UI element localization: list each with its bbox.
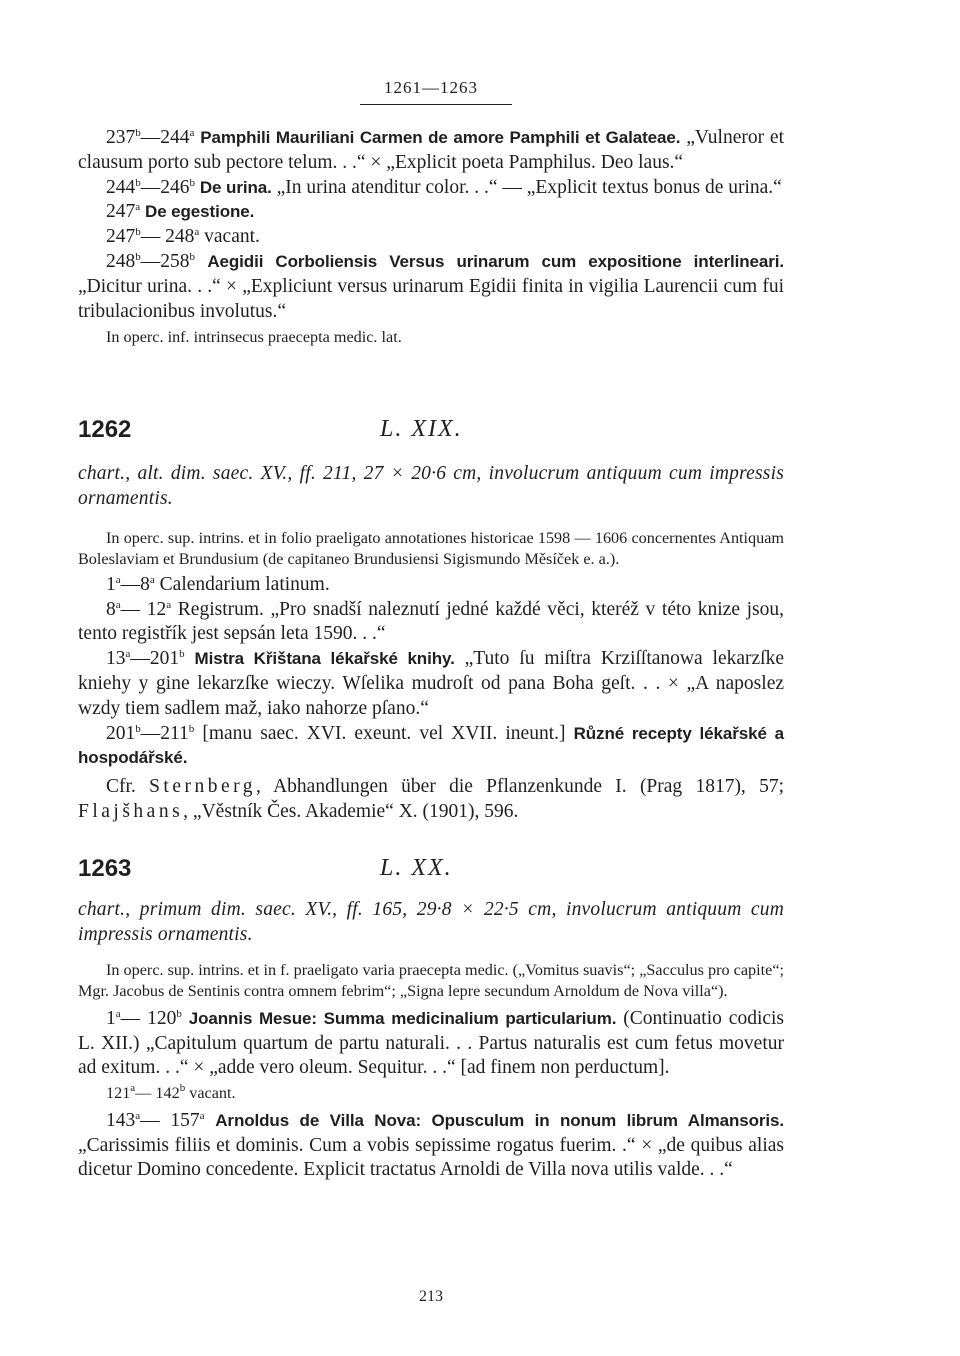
entry-1262-body xyxy=(78,462,784,825)
running-head-rule xyxy=(360,104,512,105)
item-143a-157a: 143$^a$— 157$^a$ Arnoldus de Villa Nova: Opusculum in nonum librum Almansoris. „Carissimis filiis et dominis. Cum a vobis sepissime rogatus fuerim. .“ × „de quibus alias dicetur Domino concedente. Explicit tractatus Arnoldi de Villa nova utilis valde. . .“ xyxy=(78,1109,785,1181)
item-247b-248a: 247$^b$— 248$^a$ vacant. xyxy=(106,226,260,248)
entry-number: 1263 xyxy=(78,855,132,882)
running-head: 1261—1263 xyxy=(384,78,478,97)
item-237b-244a: 237$^b$—244$^a$ Pamphili Mauriliani Carmen de amore Pamphili et Galateae. „Vulneror et clausum porto sub pectore telum. . .“ × „Explicit poeta Pamphilus. Deo laus.“ xyxy=(78,127,785,173)
item-title: Arnoldus de Villa Nova: Opusculum in nonum librum Almansoris. xyxy=(215,1110,785,1130)
entry-1261-note: In operc. inf. intrinsecus praecepta medic. lat. xyxy=(106,328,402,347)
item-244b-246b: 244$^b$—246$^b$ De urina. „In urina atenditur color. . .“ — „Explicit textus bonus de urina.“ xyxy=(106,176,782,198)
ref-author: Flajšhans xyxy=(78,800,184,822)
item-121a-142b: 121$^a$— 142$^b$ vacant. xyxy=(106,1082,236,1103)
entry-number: 1262 xyxy=(78,416,132,443)
entry-1263-note: In operc. sup. intrins. et in f. praeligato varia praecepta medic. („Vomitus suavis“; „Sacculus pro capite“; Mgr. Jacobus de Sentinis contra omnem febrim“; „Signa lepre secundum Arnoldum de Nova villa“). xyxy=(78,960,784,1001)
item-title: Pamphili Mauriliani Carmen de amore Pamphili et Galateae. xyxy=(200,128,681,147)
item-201b-211b: 201$^b$—211$^b$ [manu saec. XVI. exeunt. vel XVII. ineunt.] Různé recepty lékařské a hospodářské. xyxy=(78,722,784,768)
entry-1261-items xyxy=(78,126,784,349)
entry-1263-heading xyxy=(78,855,784,891)
item-1a-8a: 1$^a$—8$^a$ Calendarium latinum. xyxy=(106,573,330,595)
item-247a: 247$^a$ De egestione. xyxy=(106,201,255,223)
shelf-mark: L. XX. xyxy=(380,855,453,881)
item-title: De urina. xyxy=(199,177,272,197)
entry-1262-note: In operc. sup. intrins. et in folio praeligato annotationes historicae 1598 — 1606 concernentes Antiquam Boleslaviam et Brundusium (de capitaneo Brundusiensi Sigismundo Měsíček e. a.). xyxy=(78,528,784,569)
item-248b-258b: 248$^b$—258$^b$ Aegidii Corboliensis Versus urinarum cum expositione interlineari. „Dicitur urina. . .“ × „Expliciunt versus urinarum Egidii finita in vigilia Laurencii cum fui tribulacionibus involutus.“ xyxy=(78,250,785,322)
shelf-mark: L. XIX. xyxy=(380,416,463,442)
item-title: Různé recepty lékařské a hospodářské. xyxy=(78,723,784,768)
ref-author: Sternberg xyxy=(149,776,257,798)
entry-description: chart., alt. dim. saec. XV., ff. 211, 27 × 20·6 cm, involucrum antiquum cum impressis ornamentis. xyxy=(78,463,784,509)
item-8a-12a: 8$^a$— 12$^a$ Registrum. „Pro snadší naleznutí jedné každé věci, kteréž v této knize jsou, tento registřík jest sepsán leta 1590. . .“ xyxy=(78,598,784,645)
entry-1262-heading xyxy=(78,416,784,452)
entry-1263-body xyxy=(78,898,784,1183)
item-title: Aegidii Corboliensis Versus urinarum cum expositione interlineari. xyxy=(207,251,785,271)
document-page xyxy=(78,0,784,1356)
item-title: Mistra Křištana lékařské knihy. xyxy=(194,649,455,669)
item-title: Joannis Mesue: Summa medicinalium particularium. xyxy=(188,1008,617,1028)
entry-description: chart., primum dim. saec. XV., ff. 165, 29·8 × 22·5 cm, involucrum antiquum cum impressis ornamentis. xyxy=(78,899,784,945)
entry-1262-reference: Cfr. Sternberg, Abhandlungen über die Pflanzenkunde I. (Prag 1817), 57; Flajšhans, „Věstník Čes. Akademie“ X. (1901), 596. xyxy=(78,776,784,822)
item-title: De egestione. xyxy=(145,202,255,222)
item-13a-201b: 13$^a$—201$^b$ Mistra Křištana lékařské knihy. „Tuto ſu miſtra Krziſſtanowa lekarzſke kniehy y gine lekarzſke wieczy. Wſelika mudroſt od pana Boha geſt. . . × „A naposlez wzdy tiem sadlem maž, iako nahorze pſano.“ xyxy=(78,648,785,719)
item-1a-120b: 1$^a$— 120$^b$ Joannis Mesue: Summa medicinalium particularium. (Continuatio codicis L. XII.) „Capitulum quartum de partu naturali. . . Partus naturalis est cum fetus movetur ad exitum. . .“ × „adde vero oleum. Sequitur. . .“ [ad finem non perductum]. xyxy=(78,1007,785,1079)
page-number: 213 xyxy=(419,1288,443,1305)
